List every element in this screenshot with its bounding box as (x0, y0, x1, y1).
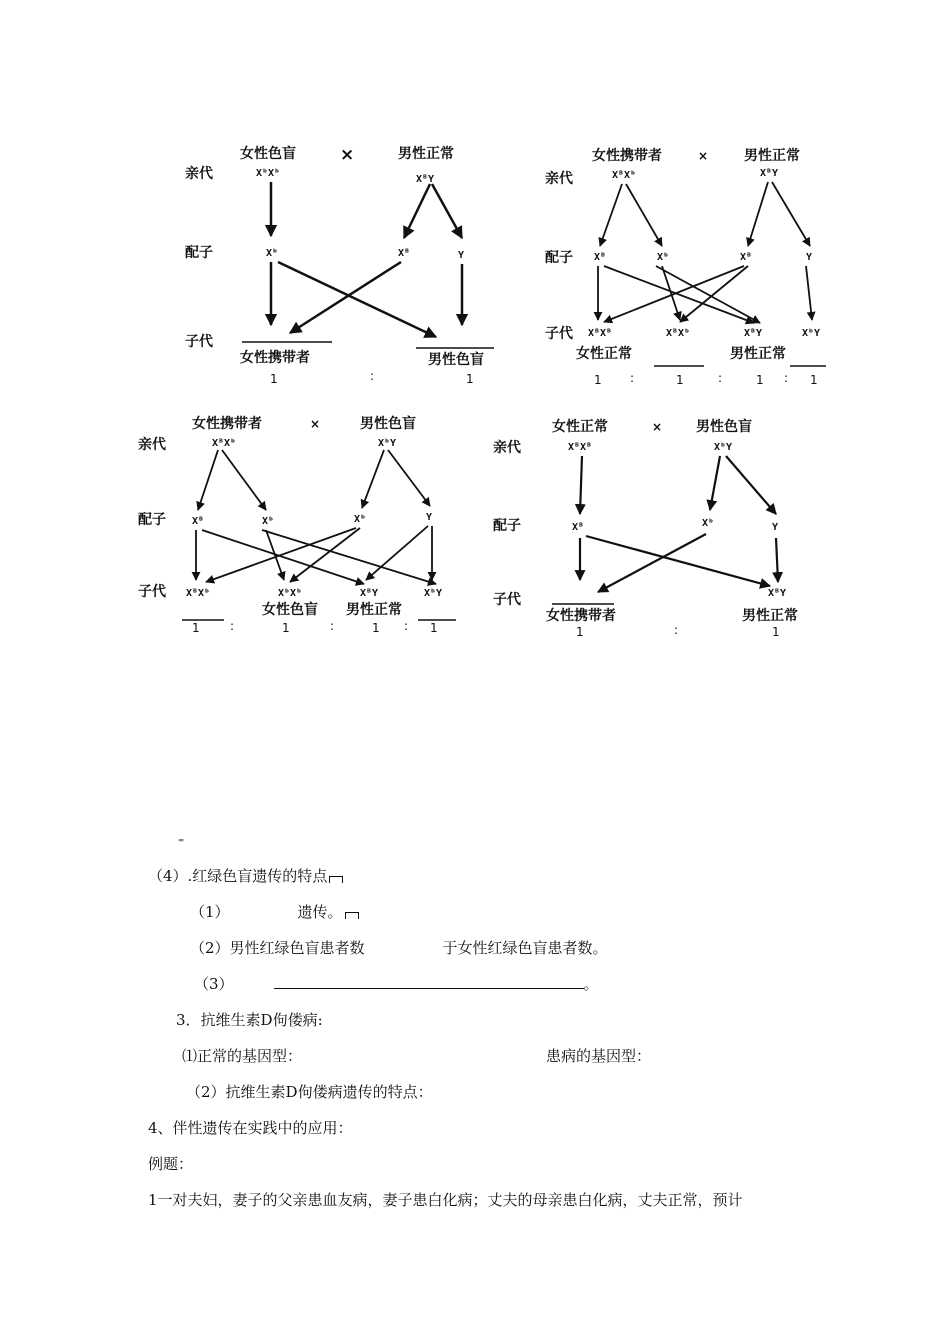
offspring-genotype-1: XᴮY (768, 588, 787, 599)
offspring-genotype-3: XᴮY (744, 328, 763, 339)
corner-mark (345, 912, 359, 919)
point-1-number: （1） (190, 903, 230, 921)
gamete-3: Y (458, 250, 465, 261)
ratio-colon: : (230, 619, 235, 633)
question-1-right: 患病的基因型： (546, 1047, 652, 1065)
row-label-parent: 亲代 (185, 166, 213, 182)
gamete-1: Xᴮ (594, 252, 607, 263)
cross-diagram-1 (185, 145, 494, 386)
mother-genotype: XᴮXᵇ (212, 438, 237, 449)
corner-mark (329, 876, 343, 883)
mother-phenotype: 女性色盲 (240, 146, 296, 162)
arrow (680, 266, 748, 322)
row-label-child: 子代 (138, 584, 166, 600)
arrow (710, 456, 720, 510)
father-genotype: XᴮY (760, 168, 779, 179)
father-genotype: XᵇY (378, 438, 397, 449)
row-label-child: 子代 (545, 326, 573, 342)
offspring-genotype-2: XᵇXᵇ (278, 588, 303, 599)
gamete-3: Xᵇ (354, 514, 367, 525)
arrow (806, 266, 812, 320)
ratio-value: 1 (192, 621, 200, 635)
question-1-left: ⑴正常的基因型： (182, 1047, 303, 1065)
ratio-value: 1 (594, 373, 602, 387)
row-label-parent: 亲代 (138, 437, 166, 453)
section-4-text: （4）.红绿色盲遗传的特点 (148, 867, 328, 885)
point-3-number: （3） (194, 975, 234, 993)
mother-genotype: XᴮXᴮ (568, 442, 593, 453)
arrow (388, 450, 430, 506)
arrow (600, 184, 622, 246)
arrow (580, 456, 582, 514)
gamete-4: Y (426, 512, 433, 523)
ratio-colon: : (404, 619, 409, 633)
row-label-gamete: 配子 (493, 518, 521, 534)
father-phenotype: 男性正常 (398, 146, 454, 162)
ratio-value: 1 (430, 621, 438, 635)
question-2: （2）抗维生素D佝偻病遗传的特点： (186, 1083, 433, 1101)
cross-symbol: × (340, 145, 355, 165)
mother-phenotype: 女性携带者 (592, 148, 662, 164)
cross-symbol: × (652, 420, 663, 434)
gamete-3: Y (772, 522, 779, 533)
ratio-colon: : (718, 371, 723, 385)
father-phenotype: 男性色盲 (360, 416, 416, 432)
gamete-2: Xᵇ (262, 516, 275, 527)
child-phenotype-2: 男性正常 (346, 602, 402, 618)
arrow (198, 450, 218, 510)
example-label: 例题： (148, 1155, 194, 1173)
child-phenotype-2: 男性正常 (730, 346, 786, 362)
father-phenotype: 男性正常 (744, 148, 800, 164)
arrow (772, 182, 810, 246)
row-label-child: 子代 (493, 592, 521, 608)
point-3-end: 。 (583, 975, 599, 993)
child-phenotype-1: 女性携带者 (240, 350, 310, 366)
arrow (626, 184, 662, 246)
cross-symbol: × (310, 417, 321, 431)
section-4-application: 4、伴性遗传在实践中的应用： (148, 1119, 353, 1137)
arrow (776, 538, 778, 582)
cross-diagram-2 (545, 147, 826, 387)
ratio-value: 1 (576, 625, 584, 639)
gamete-2: Xᵇ (657, 252, 670, 263)
point-3 (194, 974, 599, 994)
gamete-1: Xᴮ (192, 516, 205, 527)
arrow (362, 450, 384, 508)
arrow (748, 182, 768, 246)
ratio-value: 1 (676, 373, 684, 387)
child-phenotype-1: 女性正常 (576, 346, 632, 362)
mother-phenotype: 女性正常 (552, 419, 608, 435)
row-label-gamete: 配子 (545, 250, 573, 266)
ratio-value: 1 (772, 625, 780, 639)
point-1 (190, 902, 359, 922)
row-label-gamete: 配子 (185, 245, 213, 261)
row-label-parent: 亲代 (545, 171, 573, 187)
example-1-text: 1一对夫妇，妻子的父亲患血友病，妻子患白化病；丈夫的母亲患白化病，丈夫正常，预计 (148, 1191, 743, 1209)
point-2-left: （2）男性红绿色盲患者数 (190, 939, 365, 957)
gamete-3: Xᴮ (740, 252, 753, 263)
arrow (290, 528, 360, 582)
offspring-genotype-1: XᴮXᴮ (588, 328, 613, 339)
row-label-parent: 亲代 (493, 440, 521, 456)
mother-phenotype: 女性携带者 (192, 416, 262, 432)
offspring-genotype-4: XᵇY (802, 328, 821, 339)
answer-line (274, 988, 584, 989)
arrow (586, 536, 770, 586)
ratio-value: 1 (282, 621, 290, 635)
arrow (222, 450, 266, 510)
offspring-genotype-1: XᴮXᵇ (186, 588, 211, 599)
child-phenotype-2: 男性正常 (742, 608, 798, 624)
offspring-genotype-2: XᴮXᵇ (666, 328, 691, 339)
arrow (726, 456, 776, 514)
child-phenotype-2: 男性色盲 (428, 352, 484, 368)
ratio-value: 1 (372, 621, 380, 635)
arrow (404, 184, 430, 238)
gamete-4: Y (806, 252, 813, 263)
arrow (432, 184, 462, 238)
child-phenotype-1: 女性携带者 (546, 608, 616, 624)
point-2-right: 于女性红绿色盲患者数。 (442, 939, 608, 957)
ratio-colon: : (784, 371, 789, 385)
gamete-1: Xᵇ (266, 248, 279, 259)
child-phenotype-1: 女性色盲 (262, 602, 318, 618)
ratio-value: 1 (756, 373, 764, 387)
section-4-heading (148, 866, 343, 886)
father-genotype: XᵇY (714, 442, 733, 453)
stray-mark: ⁼ (178, 835, 185, 849)
offspring-genotype-3: XᴮY (360, 588, 379, 599)
mother-genotype: XᵇXᵇ (256, 168, 281, 179)
row-label-child: 子代 (185, 334, 213, 350)
cross-symbol: × (698, 149, 709, 163)
gamete-2: Xᴮ (398, 248, 411, 259)
ratio-value: 1 (466, 372, 474, 386)
ratio-value: 1 (810, 373, 818, 387)
ratio-colon: : (674, 623, 679, 637)
point-2 (190, 938, 608, 958)
gamete-1: Xᴮ (572, 522, 585, 533)
cross-diagram-3 (138, 415, 456, 635)
point-1-text: 遗传。 (297, 903, 343, 921)
ratio-colon: : (370, 369, 375, 383)
ratio-colon: : (330, 619, 335, 633)
ratio-value: 1 (270, 372, 278, 386)
mother-genotype: XᴮXᵇ (612, 170, 637, 181)
cross-diagram-4 (493, 418, 798, 639)
father-phenotype: 男性色盲 (696, 419, 752, 435)
arrow (262, 530, 436, 584)
row-label-gamete: 配子 (138, 512, 166, 528)
offspring-genotype-4: XᵇY (424, 588, 443, 599)
gamete-2: Xᵇ (702, 518, 715, 529)
arrow (290, 262, 401, 333)
father-genotype: XᴮY (416, 174, 435, 185)
ratio-colon: : (630, 371, 635, 385)
section-3-heading: 3．抗维生素D佝偻病: (176, 1011, 323, 1029)
